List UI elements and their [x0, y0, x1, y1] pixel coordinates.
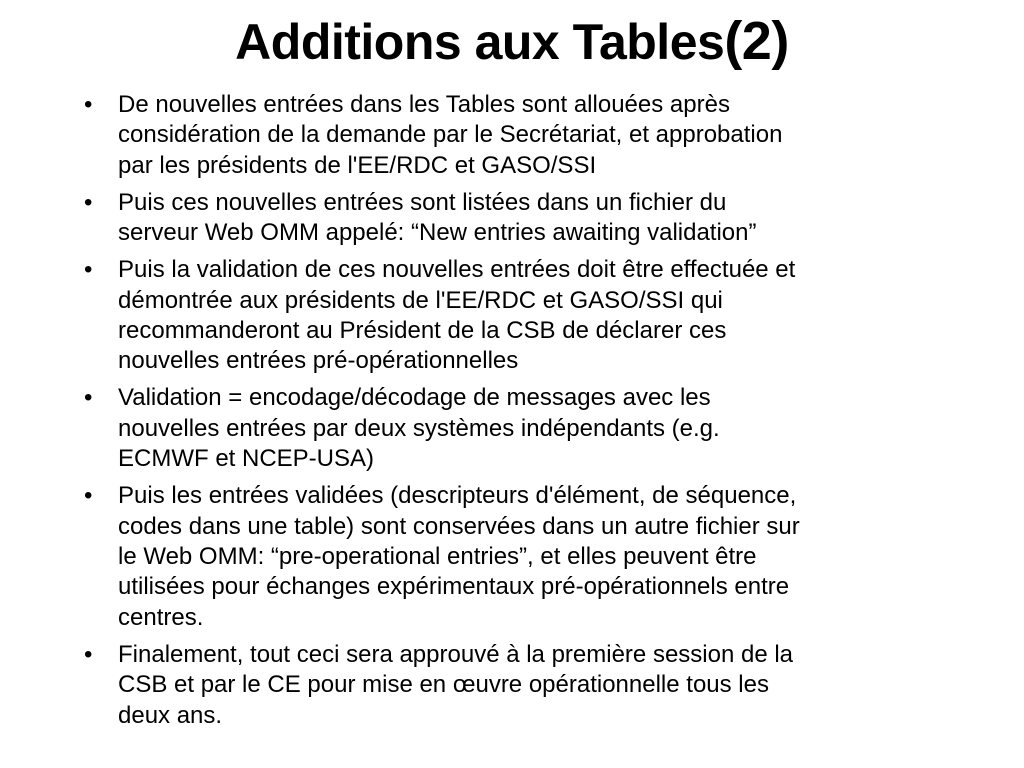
- bullet-marker: •: [84, 188, 93, 216]
- bullet-list: [80, 90, 940, 738]
- bullet-marker: •: [84, 256, 93, 284]
- bullet-marker: •: [84, 640, 93, 668]
- bullet-item: [80, 90, 940, 181]
- bullet-marker: •: [84, 482, 93, 510]
- bullet-item: [80, 255, 940, 377]
- bullet-marker: •: [84, 384, 93, 412]
- slide-title-suffix: (2): [724, 11, 789, 71]
- bullet-item: [80, 188, 940, 249]
- bullet-text: Finalement, tout ceci sera approuvé à la première session de la CSB et par le CE pour mise en œuvre opérationnelle tous les deux ans.: [118, 640, 794, 729]
- bullet-text: De nouvelles entrées dans les Tables sont allouées après considération de la demande par le Secrétariat, et approbation par les présidents de l'EE/RDC et GASO/SSI: [118, 91, 783, 179]
- slide-title-text: Additions aux Tables: [235, 14, 725, 70]
- bullet-text: Puis la validation de ces nouvelles entrées doit être effectuée et démontrée aux présidents de l'EE/RDC et GASO/SSI qui recommanderont au Président de la CSB de déclarer ces nouvelles entrées pré-opérationnelles: [118, 256, 796, 375]
- bullet-text: Validation = encodage/décodage de messages avec les nouvelles entrées par deux systèmes indépendants (e.g. ECMWF et NCEP-USA): [118, 384, 720, 473]
- bullet-item: [80, 640, 940, 731]
- bullet-item: [80, 383, 940, 474]
- bullet-text: Puis les entrées validées (descripteurs d'élément, de séquence, codes dans une table) sont conservées dans un autre fichier sur le Web OMM: “pre-operational entries”, et elles peuvent être utilisées pour échanges expérimentaux pré-opérationnels entre centres.: [118, 482, 800, 631]
- bullet-marker: •: [84, 91, 93, 118]
- bullet-text: Puis ces nouvelles entrées sont listées dans un fichier du serveur Web OMM appelé: “New entries awaiting validation”: [118, 188, 757, 247]
- bullet-item: [80, 481, 940, 633]
- slide-title: [0, 6, 1024, 77]
